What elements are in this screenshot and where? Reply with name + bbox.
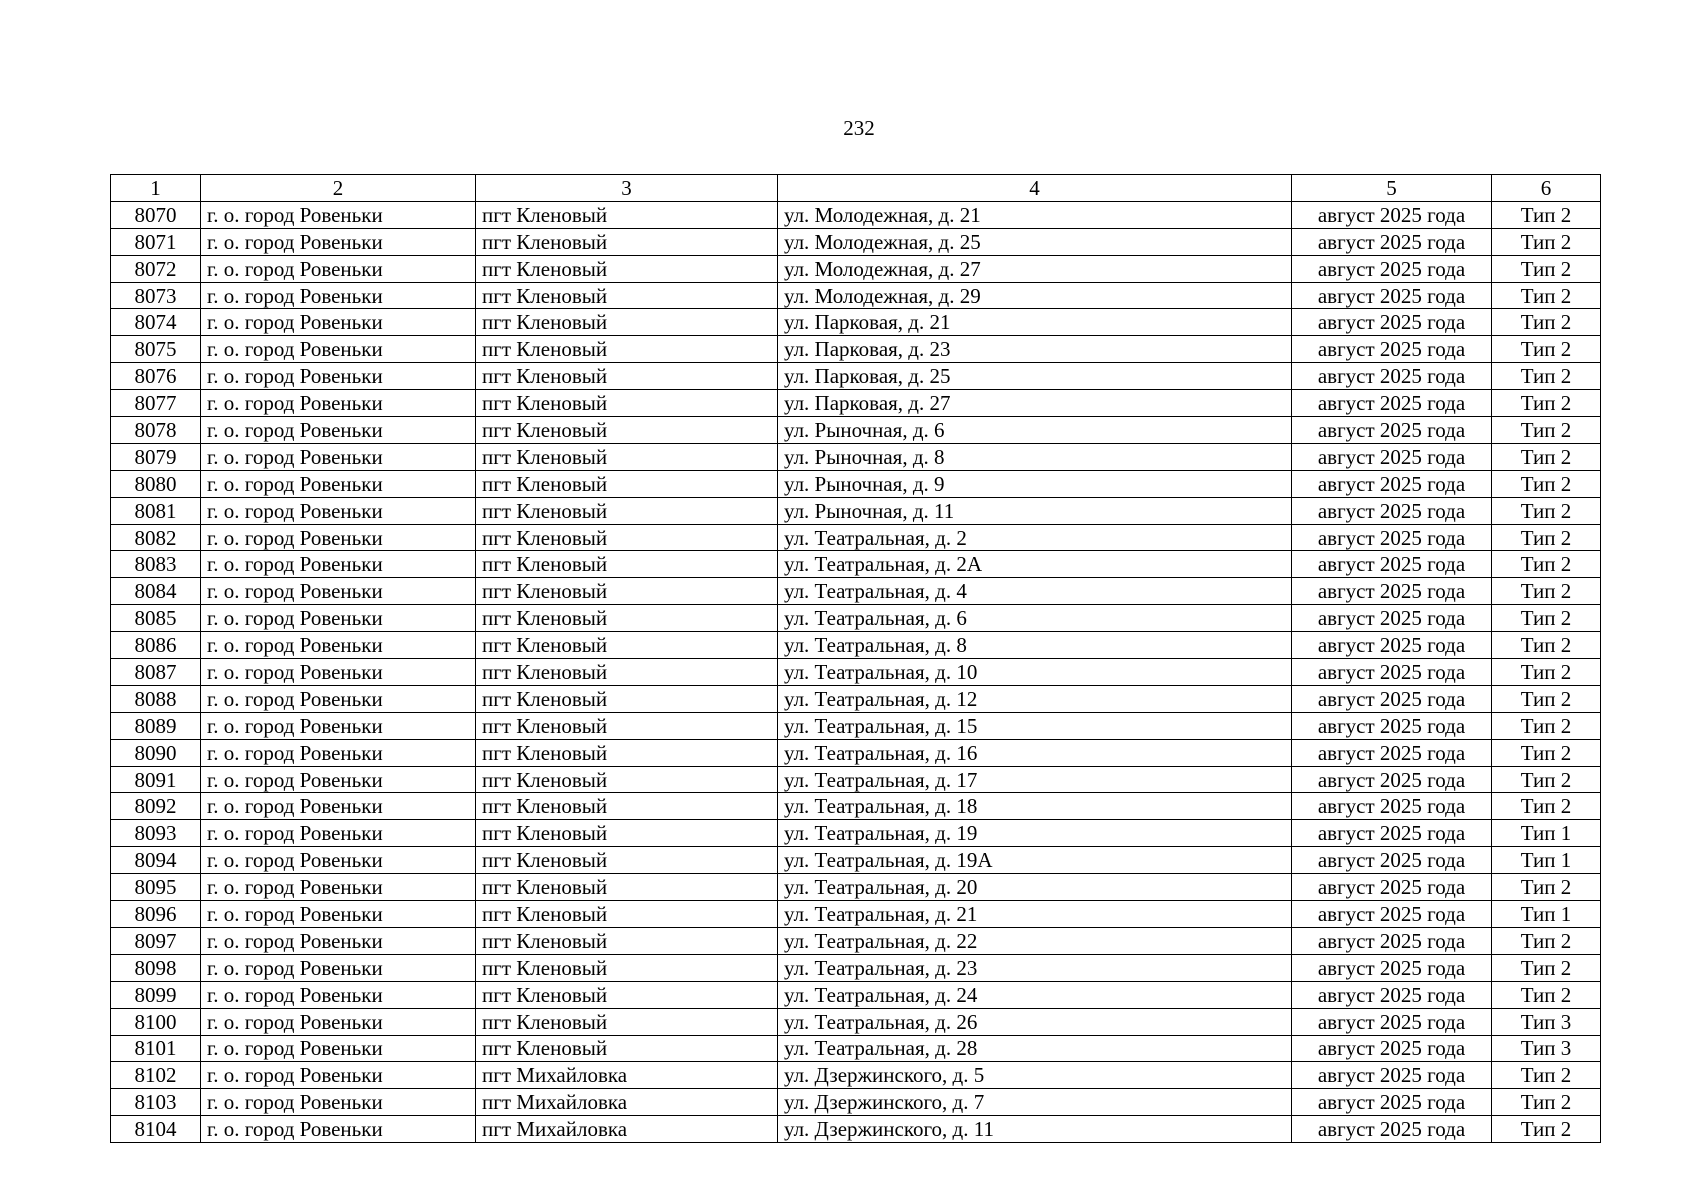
table-row xyxy=(111,443,1601,470)
date-cell: август 2025 года xyxy=(1292,927,1492,954)
address-cell: ул. Театральная, д. 24 xyxy=(778,981,1292,1008)
register-table xyxy=(110,174,1601,1143)
settlement-cell: пгт Кленовый xyxy=(476,685,778,712)
column-number-row xyxy=(111,175,1601,202)
address-cell: ул. Театральная, д. 17 xyxy=(778,766,1292,793)
date-cell: август 2025 года xyxy=(1292,470,1492,497)
date-cell: август 2025 года xyxy=(1292,524,1492,551)
table-row xyxy=(111,1008,1601,1035)
row-number: 8092 xyxy=(111,793,201,820)
date-cell: август 2025 года xyxy=(1292,981,1492,1008)
address-cell: ул. Молодежная, д. 29 xyxy=(778,282,1292,309)
row-number: 8097 xyxy=(111,927,201,954)
date-cell: август 2025 года xyxy=(1292,820,1492,847)
row-number: 8089 xyxy=(111,712,201,739)
district-cell: г. о. город Ровеньки xyxy=(201,228,476,255)
settlement-cell: пгт Кленовый xyxy=(476,282,778,309)
district-cell: г. о. город Ровеньки xyxy=(201,551,476,578)
table-row xyxy=(111,605,1601,632)
type-cell: Тип 2 xyxy=(1492,1062,1601,1089)
type-cell: Тип 2 xyxy=(1492,309,1601,336)
table-row xyxy=(111,1116,1601,1143)
type-cell: Тип 2 xyxy=(1492,739,1601,766)
settlement-cell: пгт Кленовый xyxy=(476,927,778,954)
address-cell: ул. Театральная, д. 28 xyxy=(778,1035,1292,1062)
address-cell: ул. Парковая, д. 23 xyxy=(778,336,1292,363)
district-cell: г. о. город Ровеньки xyxy=(201,927,476,954)
row-number: 8072 xyxy=(111,255,201,282)
table-body xyxy=(111,201,1601,1142)
address-cell: ул. Театральная, д. 19А xyxy=(778,847,1292,874)
row-number: 8081 xyxy=(111,497,201,524)
settlement-cell: пгт Кленовый xyxy=(476,417,778,444)
district-cell: г. о. город Ровеньки xyxy=(201,712,476,739)
address-cell: ул. Дзержинского, д. 7 xyxy=(778,1089,1292,1116)
settlement-cell: пгт Кленовый xyxy=(476,605,778,632)
settlement-cell: пгт Кленовый xyxy=(476,659,778,686)
date-cell: август 2025 года xyxy=(1292,766,1492,793)
date-cell: август 2025 года xyxy=(1292,309,1492,336)
district-cell: г. о. город Ровеньки xyxy=(201,1116,476,1143)
district-cell: г. о. город Ровеньки xyxy=(201,255,476,282)
type-cell: Тип 2 xyxy=(1492,1089,1601,1116)
page-number: 232 xyxy=(843,116,875,140)
settlement-cell: пгт Кленовый xyxy=(476,309,778,336)
district-cell: г. о. город Ровеньки xyxy=(201,766,476,793)
settlement-cell: пгт Кленовый xyxy=(476,336,778,363)
type-cell: Тип 2 xyxy=(1492,981,1601,1008)
date-cell: август 2025 года xyxy=(1292,739,1492,766)
address-cell: ул. Театральная, д. 2А xyxy=(778,551,1292,578)
type-cell: Тип 2 xyxy=(1492,927,1601,954)
settlement-cell: пгт Кленовый xyxy=(476,497,778,524)
district-cell: г. о. город Ровеньки xyxy=(201,874,476,901)
settlement-cell: пгт Кленовый xyxy=(476,954,778,981)
type-cell: Тип 3 xyxy=(1492,1008,1601,1035)
table-row xyxy=(111,282,1601,309)
date-cell: август 2025 года xyxy=(1292,1089,1492,1116)
row-number: 8096 xyxy=(111,901,201,928)
table-row xyxy=(111,255,1601,282)
table-row xyxy=(111,739,1601,766)
district-cell: г. о. город Ровеньки xyxy=(201,417,476,444)
address-cell: ул. Театральная, д. 22 xyxy=(778,927,1292,954)
address-cell: ул. Театральная, д. 8 xyxy=(778,632,1292,659)
type-cell: Тип 2 xyxy=(1492,443,1601,470)
type-cell: Тип 2 xyxy=(1492,524,1601,551)
settlement-cell: пгт Кленовый xyxy=(476,1008,778,1035)
table-row xyxy=(111,228,1601,255)
settlement-cell: пгт Кленовый xyxy=(476,1035,778,1062)
type-cell: Тип 2 xyxy=(1492,551,1601,578)
date-cell: август 2025 года xyxy=(1292,1035,1492,1062)
address-cell: ул. Театральная, д. 16 xyxy=(778,739,1292,766)
district-cell: г. о. город Ровеньки xyxy=(201,282,476,309)
type-cell: Тип 2 xyxy=(1492,578,1601,605)
row-number: 8076 xyxy=(111,363,201,390)
row-number: 8100 xyxy=(111,1008,201,1035)
row-number: 8071 xyxy=(111,228,201,255)
settlement-cell: пгт Михайловка xyxy=(476,1062,778,1089)
address-cell: ул. Молодежная, д. 25 xyxy=(778,228,1292,255)
settlement-cell: пгт Кленовый xyxy=(476,739,778,766)
row-number: 8074 xyxy=(111,309,201,336)
address-cell: ул. Театральная, д. 10 xyxy=(778,659,1292,686)
settlement-cell: пгт Кленовый xyxy=(476,524,778,551)
table-row xyxy=(111,578,1601,605)
district-cell: г. о. город Ровеньки xyxy=(201,201,476,228)
table-row xyxy=(111,336,1601,363)
type-cell: Тип 1 xyxy=(1492,901,1601,928)
settlement-cell: пгт Михайловка xyxy=(476,1089,778,1116)
table-row xyxy=(111,712,1601,739)
row-number: 8073 xyxy=(111,282,201,309)
date-cell: август 2025 года xyxy=(1292,793,1492,820)
district-cell: г. о. город Ровеньки xyxy=(201,685,476,712)
row-number: 8098 xyxy=(111,954,201,981)
address-cell: ул. Театральная, д. 18 xyxy=(778,793,1292,820)
district-cell: г. о. город Ровеньки xyxy=(201,470,476,497)
row-number: 8083 xyxy=(111,551,201,578)
district-cell: г. о. город Ровеньки xyxy=(201,901,476,928)
row-number: 8104 xyxy=(111,1116,201,1143)
address-cell: ул. Театральная, д. 20 xyxy=(778,874,1292,901)
district-cell: г. о. город Ровеньки xyxy=(201,497,476,524)
table-row xyxy=(111,497,1601,524)
column-header: 3 xyxy=(476,175,778,202)
date-cell: август 2025 года xyxy=(1292,874,1492,901)
column-header: 6 xyxy=(1492,175,1601,202)
table-row xyxy=(111,201,1601,228)
address-cell: ул. Театральная, д. 26 xyxy=(778,1008,1292,1035)
type-cell: Тип 1 xyxy=(1492,820,1601,847)
table-row xyxy=(111,901,1601,928)
type-cell: Тип 2 xyxy=(1492,470,1601,497)
address-cell: ул. Парковая, д. 21 xyxy=(778,309,1292,336)
district-cell: г. о. город Ровеньки xyxy=(201,847,476,874)
row-number: 8077 xyxy=(111,390,201,417)
type-cell: Тип 2 xyxy=(1492,201,1601,228)
table-row xyxy=(111,1035,1601,1062)
type-cell: Тип 2 xyxy=(1492,228,1601,255)
table-row xyxy=(111,766,1601,793)
date-cell: август 2025 года xyxy=(1292,390,1492,417)
type-cell: Тип 2 xyxy=(1492,954,1601,981)
date-cell: август 2025 года xyxy=(1292,255,1492,282)
date-cell: август 2025 года xyxy=(1292,954,1492,981)
address-cell: ул. Рыночная, д. 9 xyxy=(778,470,1292,497)
type-cell: Тип 2 xyxy=(1492,632,1601,659)
table-row xyxy=(111,551,1601,578)
settlement-cell: пгт Кленовый xyxy=(476,363,778,390)
address-cell: ул. Парковая, д. 25 xyxy=(778,363,1292,390)
table-row xyxy=(111,417,1601,444)
column-header: 1 xyxy=(111,175,201,202)
address-cell: ул. Дзержинского, д. 5 xyxy=(778,1062,1292,1089)
date-cell: август 2025 года xyxy=(1292,363,1492,390)
date-cell: август 2025 года xyxy=(1292,282,1492,309)
table-row xyxy=(111,1062,1601,1089)
address-cell: ул. Рыночная, д. 8 xyxy=(778,443,1292,470)
district-cell: г. о. город Ровеньки xyxy=(201,632,476,659)
settlement-cell: пгт Кленовый xyxy=(476,847,778,874)
date-cell: август 2025 года xyxy=(1292,551,1492,578)
type-cell: Тип 2 xyxy=(1492,255,1601,282)
district-cell: г. о. город Ровеньки xyxy=(201,443,476,470)
settlement-cell: пгт Кленовый xyxy=(476,712,778,739)
row-number: 8101 xyxy=(111,1035,201,1062)
table-row xyxy=(111,847,1601,874)
table-row xyxy=(111,981,1601,1008)
district-cell: г. о. город Ровеньки xyxy=(201,1089,476,1116)
type-cell: Тип 2 xyxy=(1492,417,1601,444)
type-cell: Тип 2 xyxy=(1492,336,1601,363)
date-cell: август 2025 года xyxy=(1292,712,1492,739)
column-header: 5 xyxy=(1292,175,1492,202)
date-cell: август 2025 года xyxy=(1292,228,1492,255)
settlement-cell: пгт Кленовый xyxy=(476,551,778,578)
district-cell: г. о. город Ровеньки xyxy=(201,981,476,1008)
address-cell: ул. Театральная, д. 19 xyxy=(778,820,1292,847)
address-cell: ул. Молодежная, д. 21 xyxy=(778,201,1292,228)
date-cell: август 2025 года xyxy=(1292,578,1492,605)
district-cell: г. о. город Ровеньки xyxy=(201,309,476,336)
date-cell: август 2025 года xyxy=(1292,1116,1492,1143)
address-cell: ул. Дзержинского, д. 11 xyxy=(778,1116,1292,1143)
settlement-cell: пгт Кленовый xyxy=(476,901,778,928)
table-row xyxy=(111,874,1601,901)
address-cell: ул. Театральная, д. 12 xyxy=(778,685,1292,712)
type-cell: Тип 2 xyxy=(1492,497,1601,524)
settlement-cell: пгт Кленовый xyxy=(476,632,778,659)
settlement-cell: пгт Михайловка xyxy=(476,1116,778,1143)
table-row xyxy=(111,363,1601,390)
table-row xyxy=(111,524,1601,551)
table-row xyxy=(111,632,1601,659)
date-cell: август 2025 года xyxy=(1292,847,1492,874)
row-number: 8093 xyxy=(111,820,201,847)
table-row xyxy=(111,685,1601,712)
district-cell: г. о. город Ровеньки xyxy=(201,336,476,363)
row-number: 8099 xyxy=(111,981,201,1008)
date-cell: август 2025 года xyxy=(1292,201,1492,228)
district-cell: г. о. город Ровеньки xyxy=(201,524,476,551)
address-cell: ул. Театральная, д. 6 xyxy=(778,605,1292,632)
table-row xyxy=(111,309,1601,336)
table-row xyxy=(111,927,1601,954)
date-cell: август 2025 года xyxy=(1292,605,1492,632)
table-row xyxy=(111,793,1601,820)
date-cell: август 2025 года xyxy=(1292,417,1492,444)
district-cell: г. о. город Ровеньки xyxy=(201,793,476,820)
date-cell: август 2025 года xyxy=(1292,443,1492,470)
address-cell: ул. Театральная, д. 4 xyxy=(778,578,1292,605)
district-cell: г. о. город Ровеньки xyxy=(201,954,476,981)
settlement-cell: пгт Кленовый xyxy=(476,443,778,470)
table-row xyxy=(111,390,1601,417)
table-row xyxy=(111,470,1601,497)
address-cell: ул. Парковая, д. 27 xyxy=(778,390,1292,417)
type-cell: Тип 2 xyxy=(1492,1116,1601,1143)
row-number: 8087 xyxy=(111,659,201,686)
district-cell: г. о. город Ровеньки xyxy=(201,578,476,605)
type-cell: Тип 2 xyxy=(1492,793,1601,820)
address-cell: ул. Рыночная, д. 11 xyxy=(778,497,1292,524)
district-cell: г. о. город Ровеньки xyxy=(201,820,476,847)
address-cell: ул. Театральная, д. 15 xyxy=(778,712,1292,739)
settlement-cell: пгт Кленовый xyxy=(476,228,778,255)
type-cell: Тип 2 xyxy=(1492,685,1601,712)
type-cell: Тип 3 xyxy=(1492,1035,1601,1062)
table-row xyxy=(111,1089,1601,1116)
address-cell: ул. Театральная, д. 23 xyxy=(778,954,1292,981)
district-cell: г. о. город Ровеньки xyxy=(201,390,476,417)
column-header: 2 xyxy=(201,175,476,202)
type-cell: Тип 2 xyxy=(1492,659,1601,686)
row-number: 8079 xyxy=(111,443,201,470)
row-number: 8102 xyxy=(111,1062,201,1089)
settlement-cell: пгт Кленовый xyxy=(476,766,778,793)
date-cell: август 2025 года xyxy=(1292,659,1492,686)
date-cell: август 2025 года xyxy=(1292,632,1492,659)
row-number: 8082 xyxy=(111,524,201,551)
district-cell: г. о. город Ровеньки xyxy=(201,363,476,390)
row-number: 8094 xyxy=(111,847,201,874)
row-number: 8080 xyxy=(111,470,201,497)
address-cell: ул. Театральная, д. 21 xyxy=(778,901,1292,928)
table-row xyxy=(111,954,1601,981)
type-cell: Тип 2 xyxy=(1492,766,1601,793)
settlement-cell: пгт Кленовый xyxy=(476,390,778,417)
address-cell: ул. Театральная, д. 2 xyxy=(778,524,1292,551)
type-cell: Тип 1 xyxy=(1492,847,1601,874)
type-cell: Тип 2 xyxy=(1492,712,1601,739)
type-cell: Тип 2 xyxy=(1492,282,1601,309)
row-number: 8085 xyxy=(111,605,201,632)
table-row xyxy=(111,820,1601,847)
date-cell: август 2025 года xyxy=(1292,1008,1492,1035)
district-cell: г. о. город Ровеньки xyxy=(201,605,476,632)
date-cell: август 2025 года xyxy=(1292,336,1492,363)
settlement-cell: пгт Кленовый xyxy=(476,201,778,228)
address-cell: ул. Молодежная, д. 27 xyxy=(778,255,1292,282)
row-number: 8088 xyxy=(111,685,201,712)
row-number: 8103 xyxy=(111,1089,201,1116)
district-cell: г. о. город Ровеньки xyxy=(201,1062,476,1089)
date-cell: август 2025 года xyxy=(1292,1062,1492,1089)
settlement-cell: пгт Кленовый xyxy=(476,981,778,1008)
date-cell: август 2025 года xyxy=(1292,901,1492,928)
type-cell: Тип 2 xyxy=(1492,390,1601,417)
district-cell: г. о. город Ровеньки xyxy=(201,659,476,686)
district-cell: г. о. город Ровеньки xyxy=(201,1008,476,1035)
table-row xyxy=(111,659,1601,686)
type-cell: Тип 2 xyxy=(1492,874,1601,901)
row-number: 8084 xyxy=(111,578,201,605)
date-cell: август 2025 года xyxy=(1292,497,1492,524)
row-number: 8095 xyxy=(111,874,201,901)
row-number: 8091 xyxy=(111,766,201,793)
district-cell: г. о. город Ровеньки xyxy=(201,1035,476,1062)
date-cell: август 2025 года xyxy=(1292,685,1492,712)
row-number: 8090 xyxy=(111,739,201,766)
settlement-cell: пгт Кленовый xyxy=(476,255,778,282)
settlement-cell: пгт Кленовый xyxy=(476,793,778,820)
settlement-cell: пгт Кленовый xyxy=(476,578,778,605)
row-number: 8078 xyxy=(111,417,201,444)
settlement-cell: пгт Кленовый xyxy=(476,874,778,901)
settlement-cell: пгт Кленовый xyxy=(476,470,778,497)
address-cell: ул. Рыночная, д. 6 xyxy=(778,417,1292,444)
district-cell: г. о. город Ровеньки xyxy=(201,739,476,766)
column-header: 4 xyxy=(778,175,1292,202)
row-number: 8075 xyxy=(111,336,201,363)
settlement-cell: пгт Кленовый xyxy=(476,820,778,847)
row-number: 8086 xyxy=(111,632,201,659)
row-number: 8070 xyxy=(111,201,201,228)
type-cell: Тип 2 xyxy=(1492,363,1601,390)
type-cell: Тип 2 xyxy=(1492,605,1601,632)
